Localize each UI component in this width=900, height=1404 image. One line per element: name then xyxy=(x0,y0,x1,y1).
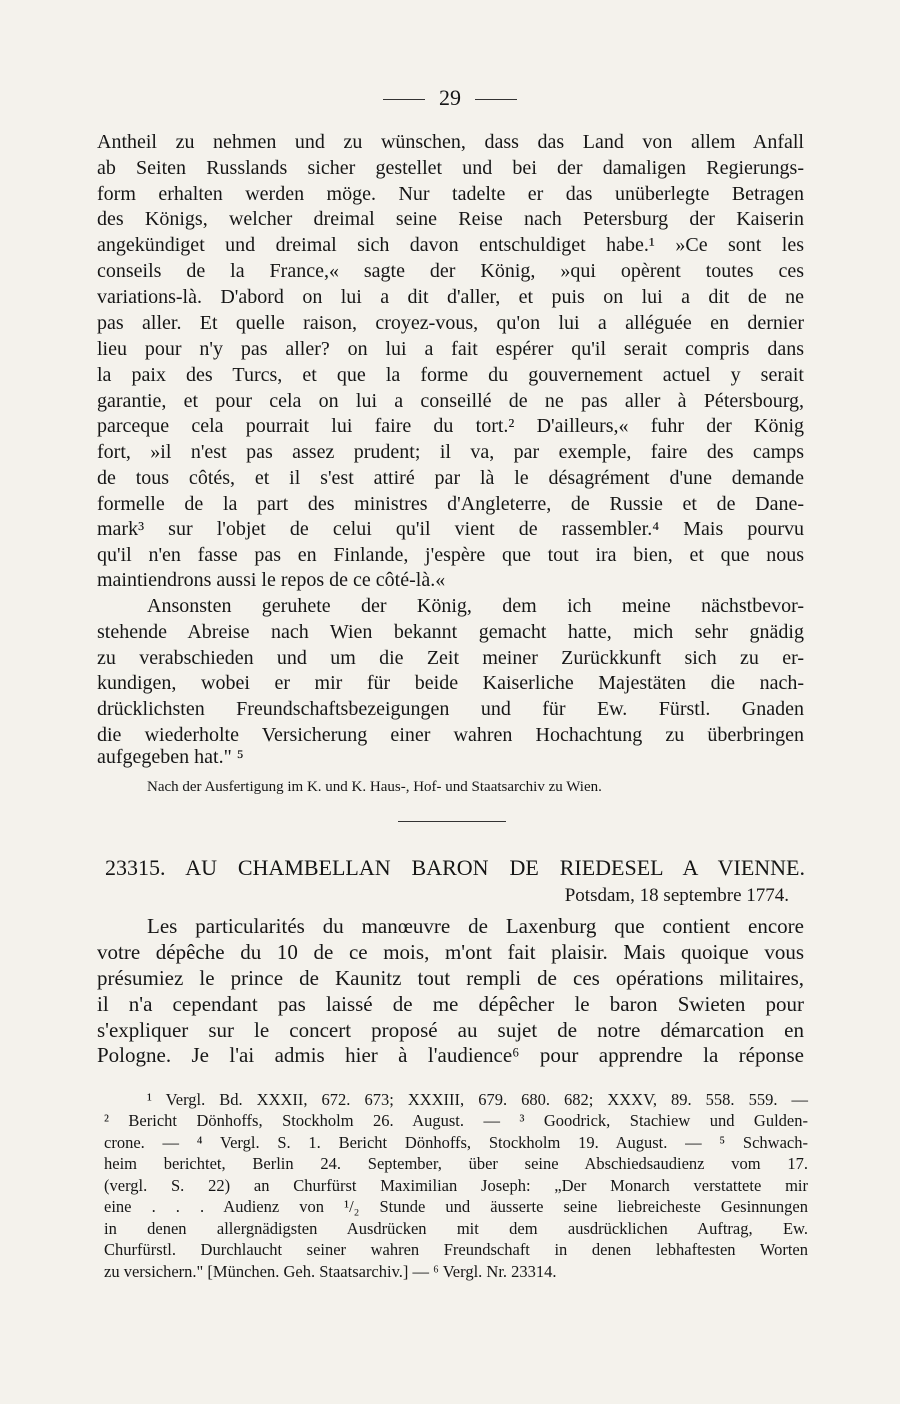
letter-line: lieu pour n'y pas aller? on lui a fait espérer qu'il serait compris dans xyxy=(97,338,804,360)
document-heading: 23315. AU CHAMBELLAN BARON DE RIEDESEL A VIENNE. xyxy=(105,855,805,880)
body-line: votre dépêche du 10 de ce mois, m'ont fait plaisir. Mais quoique vous xyxy=(97,940,804,964)
footnote-line: heim berichtet, Berlin 24. September, über seine Abschiedsaudienz vom 17. xyxy=(104,1154,808,1173)
body-line: présumiez le prince de Kaunitz tout rempli de ces opérations militaires, xyxy=(97,966,804,990)
letter-line: variations-là. D'abord on lui a dit d'aller, et puis on lui a dit de ne xyxy=(97,286,804,308)
letter-line: qu'il n'en fasse pas en Finlande, j'espère que tout ira bien, et que nous xyxy=(97,544,804,566)
page-header xyxy=(0,86,900,110)
letter-line: aufgegeben hat." ⁵ xyxy=(97,746,244,768)
source-note: Nach der Ausfertigung im K. und K. Haus-, Hof- und Staatsarchiv zu Wien. xyxy=(147,779,602,795)
letter-line: pas aller. Et quelle raison, croyez-vous, qu'on lui a alléguée en dernier xyxy=(97,312,804,334)
footnote-line: ¹ Vergl. Bd. XXXII, 672. 673; XXXIII, 679. 680. 682; XXXV, 89. 558. 559. — xyxy=(147,1090,808,1109)
body-line: il n'a cependant pas laissé de me dépêcher le baron Swieten pour xyxy=(97,992,804,1016)
letter-line: Ansonsten geruhete der König, dem ich meine nächstbevor- xyxy=(147,595,804,617)
letter-line: kundigen, wobei er mir für beide Kaiserliche Majestäten die nach- xyxy=(97,672,804,694)
footnote-line: (vergl. S. 22) an Churfürst Maximilian Joseph: „Der Monarch verstattete mir xyxy=(104,1176,808,1195)
body-line: Pologne. Je l'ai admis hier à l'audience⁶ pour apprendre la réponse xyxy=(97,1043,804,1067)
letter-line: fort, »il n'est pas assez prudent; il va, par exemple, faire des camps xyxy=(97,441,804,463)
letter-line: ab Seiten Russlands sicher gestellet und bei der damaligen Regierungs- xyxy=(97,157,804,179)
letter-line: des Königs, welcher dreimal seine Reise nach Petersburg der Kaiserin xyxy=(97,208,804,230)
header-dash-left xyxy=(383,99,425,100)
header-dash-right xyxy=(475,99,517,100)
letter-line: la paix des Turcs, et que la forme du gouvernement actuel y serait xyxy=(97,364,804,386)
letter-line: die wiederholte Versicherung einer wahren Hochachtung zu überbringen xyxy=(97,724,804,746)
footnote-line: zu versichern." [München. Geh. Staatsarchiv.] — ⁶ Vergl. Nr. 23314. xyxy=(104,1262,557,1281)
body-line: s'expliquer sur le concert proposé au sujet de notre démarcation en xyxy=(97,1018,804,1042)
footnote-line: Churfürstl. Durchlaucht seiner wahren Freundschaft in denen lebhaftesten Worten xyxy=(104,1240,808,1259)
letter-line: drücklichsten Freundschaftsbezeigungen und für Ew. Fürstl. Gnaden xyxy=(97,698,804,720)
footnote-line: ² Bericht Dönhoffs, Stockholm 26. August. — ³ Goodrick, Stachiew und Gulden- xyxy=(104,1111,808,1130)
letter-line: Antheil zu nehmen und zu wünschen, dass das Land von allem Anfall xyxy=(97,131,804,153)
letter-line: garantie, et pour cela on lui a conseillé de ne pas aller à Pétersbourg, xyxy=(97,390,804,412)
letter-line: mark³ sur l'objet de celui qu'il vient de rassembler.⁴ Mais pourvu xyxy=(97,518,804,540)
footnote-line: crone. — ⁴ Vergl. S. 1. Bericht Dönhoffs, Stockholm 19. August. — ⁵ Schwach- xyxy=(104,1133,808,1152)
letter-line: stehende Abreise nach Wien bekannt gemacht hatte, mich sehr gnädig xyxy=(97,621,804,643)
section-divider xyxy=(398,821,506,822)
letter-line: maintiendrons aussi le repos de ce côté-là.« xyxy=(97,569,446,591)
body-line: Les particularités du manœuvre de Laxenburg que contient encore xyxy=(147,914,804,938)
footnote-line: in denen allergnädigsten Ausdrücken mit dem ausdrücklichen Auftrag, Ew. xyxy=(104,1219,808,1238)
letter-line: angekündiget und dreimal sich davon entschuldiget habe.¹ »Ce sont les xyxy=(97,234,804,256)
letter-line: formelle de la part des ministres d'Angleterre, de Russie et de Dane- xyxy=(97,493,804,515)
letter-line: parceque cela pourrait lui faire du tort.² D'ailleurs,« fuhr der König xyxy=(97,415,804,437)
page-number: 29 xyxy=(439,85,461,110)
letter-line: zu verabschieden und um die Zeit meiner Zurückkunft sich zu er- xyxy=(97,647,804,669)
place-date: Potsdam, 18 septembre 1774. xyxy=(564,885,789,906)
letter-line: form erhalten werden möge. Nur tadelte er das unüberlegte Betragen xyxy=(97,183,804,205)
footnote-line: eine . . . Audienz von ¹/₂ Stunde und äusserte seine liebreicheste Gesinnungen xyxy=(104,1197,808,1216)
letter-line: conseils de la France,« sagte der König, »qui opèrent toutes ces xyxy=(97,260,804,282)
letter-line: de tous côtés, et il s'est attiré par là le désagrément d'une demande xyxy=(97,467,804,489)
